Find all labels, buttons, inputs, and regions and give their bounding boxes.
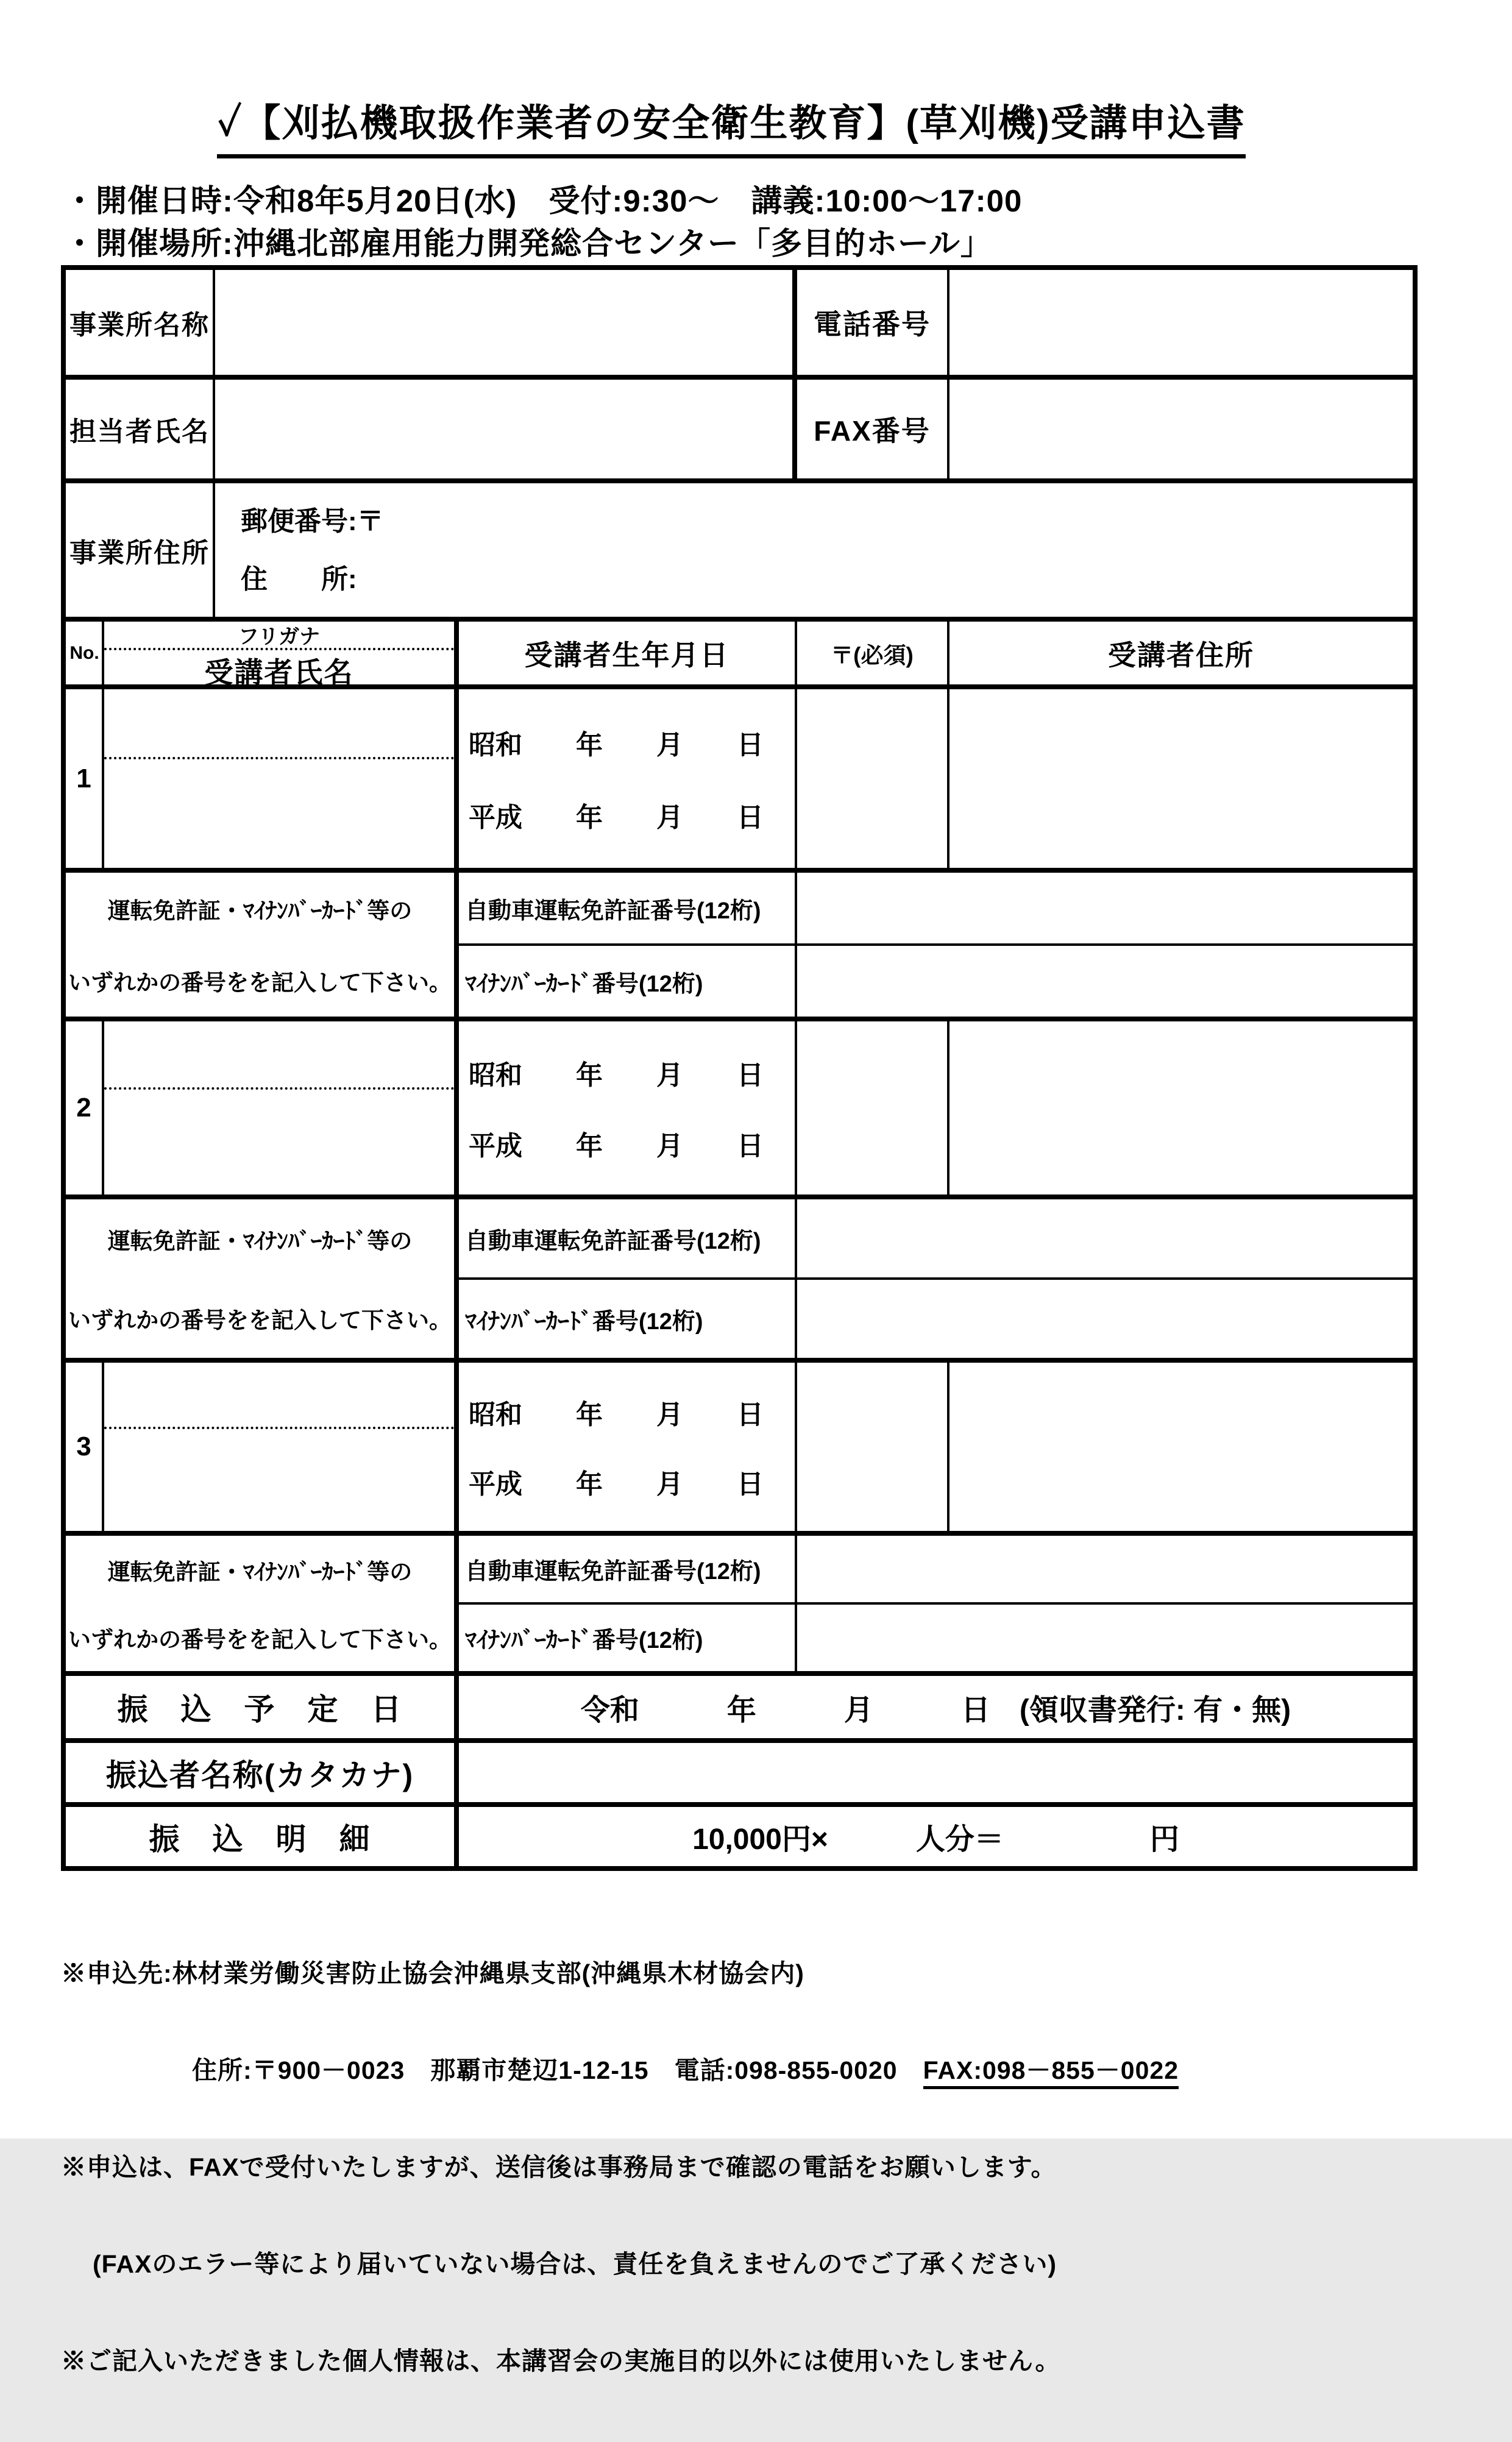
- furigana-header: フリガナ: [104, 622, 454, 650]
- mynumber-input[interactable]: [797, 946, 1413, 1017]
- footnote-address-text: 住所:〒900－0023 那覇市楚辺1-12-15 電話:098-855-0020: [192, 2056, 923, 2084]
- office-address-label: 事業所住所: [66, 483, 215, 617]
- footnote-privacy-notice: ※ご記入いただきました個人情報は、本講習会の実施目的以外には使用いたしません。: [61, 2347, 1061, 2375]
- mynumber-input[interactable]: [797, 1605, 1413, 1671]
- drivers-license-number-input[interactable]: [797, 1199, 1413, 1277]
- fax-label: FAX番号: [797, 380, 949, 478]
- phone-label: 電話番号: [797, 270, 949, 375]
- participant-name-input[interactable]: [104, 1021, 459, 1194]
- name-input-area[interactable]: [104, 1429, 454, 1531]
- postal-column-header: 〒(必須): [797, 622, 949, 684]
- participant-address-input[interactable]: [949, 689, 1413, 868]
- contact-name-label: 担当者氏名: [66, 380, 215, 478]
- mynumber-subrow: [459, 1280, 1413, 1358]
- license-note-line1: 運転免許証・ﾏｲﾅﾝﾊﾞｰｶｰﾄﾞ等の: [107, 898, 413, 923]
- street-address-prefix: 住 所:: [241, 564, 357, 594]
- transfer-detail-input[interactable]: 10,000円× 人分＝ 円: [692, 1823, 1179, 1856]
- participant-postal-input[interactable]: [797, 689, 949, 868]
- drivers-license-number-input[interactable]: [797, 1536, 1413, 1602]
- postal-code-prefix: 郵便番号:〒: [241, 506, 384, 536]
- name-input-area[interactable]: [104, 1090, 454, 1194]
- payer-name-input[interactable]: [459, 1743, 1413, 1802]
- license-note: [66, 873, 459, 1017]
- fax-input[interactable]: [949, 380, 1413, 478]
- footnote-application-to: ※申込先:林材業労働災害防止協会沖縄県支部(沖縄県木材協会内): [61, 1959, 804, 1987]
- license-note: [66, 1536, 459, 1671]
- transfer-detail-label: 振 込 明 細: [66, 1807, 459, 1866]
- mynumber-subrow: [459, 1605, 1413, 1671]
- participant-number: 1: [66, 689, 104, 868]
- license-entry-stack: [459, 873, 1413, 1017]
- participant-address-input[interactable]: [949, 1021, 1413, 1194]
- birth-era-showa: 昭和 年 月 日: [469, 730, 764, 760]
- mynumber-subrow: [459, 946, 1413, 1017]
- license-note: [66, 1199, 459, 1358]
- application-table: [61, 265, 1418, 1871]
- mynumber-input[interactable]: [797, 1280, 1413, 1358]
- birth-era-showa: 昭和 年 月 日: [469, 1400, 764, 1430]
- address-column-header: 受講者住所: [1108, 639, 1254, 671]
- participant-name-input[interactable]: [104, 689, 459, 868]
- transfer-date-label: 振 込 予 定 日: [66, 1676, 459, 1738]
- office-name-label: 事業所名称: [66, 270, 215, 375]
- furigana-input-area[interactable]: [104, 1021, 454, 1090]
- event-datetime-line: ・開催日時:令和8年5月20日(水) 受付:9:30～ 講義:10:00～17:00: [64, 183, 1023, 218]
- participant-number: 3: [66, 1363, 104, 1531]
- license-note-line2: いずれかの番号をを記入して下さい。: [68, 1308, 452, 1333]
- birth-era-heisei: 平成 年 月 日: [469, 1469, 764, 1499]
- furigana-input-area[interactable]: [104, 689, 454, 759]
- office-name-row: [66, 270, 1413, 375]
- transfer-date-row: [66, 1671, 1413, 1738]
- footnote-fax-error-notice: (FAXのエラー等により届いていない場合は、責任を負えませんのでご了承ください): [93, 2250, 1057, 2278]
- mynumber-label: ﾏｲﾅﾝﾊﾞｰｶｰﾄﾞ番号(12桁): [459, 1605, 797, 1671]
- no-column-header: No.: [66, 622, 104, 684]
- drivers-license-subrow: [459, 1536, 1413, 1605]
- participant-postal-input[interactable]: [797, 1021, 949, 1194]
- name-column-header: [104, 622, 459, 689]
- mynumber-label: ﾏｲﾅﾝﾊﾞｰｶｰﾄﾞ番号(12桁): [459, 946, 797, 1017]
- contact-name-input[interactable]: [215, 380, 797, 478]
- phone-input[interactable]: [949, 270, 1413, 375]
- footnotes: [61, 1893, 1179, 2442]
- license-note-line1: 運転免許証・ﾏｲﾅﾝﾊﾞｰｶｰﾄﾞ等の: [107, 1559, 413, 1585]
- license-note-line2: いずれかの番号をを記入して下さい。: [68, 1627, 452, 1652]
- event-location-line: ・開催場所:沖縄北部雇用能力開発総合センター「多目的ホール」: [64, 226, 992, 261]
- roster-header-row: [66, 617, 1413, 689]
- footnote-fax-notice: ※申込は、FAXで受付いたしますが、送信後は事務局まで確認の電話をお願いします。: [61, 2153, 1057, 2181]
- license-row-3: [66, 1531, 1413, 1671]
- participant-number: 2: [66, 1021, 104, 1194]
- footnote-fax-number: FAX:098－855－0022: [923, 2056, 1179, 2089]
- name-input-area[interactable]: [104, 759, 454, 868]
- participant-birthdate-input[interactable]: [459, 1363, 797, 1531]
- drivers-license-label: 自動車運転免許証番号(12桁): [459, 873, 797, 943]
- drivers-license-label: 自動車運転免許証番号(12桁): [459, 1199, 797, 1277]
- form-title-text: ✓【刈払機取扱作業者の安全衛生教育】(草刈機)受講申込書: [217, 93, 1245, 158]
- office-name-input[interactable]: [215, 270, 797, 375]
- license-entry-stack: [459, 1536, 1413, 1671]
- participant-birthdate-input[interactable]: [459, 1021, 797, 1194]
- participant-row-2: [66, 1017, 1413, 1194]
- attendee-name-header: 受講者氏名: [204, 656, 354, 689]
- form-title: [0, 93, 1463, 158]
- footnote-address-line: [61, 2054, 1179, 2087]
- payer-name-row: [66, 1738, 1413, 1802]
- drivers-license-subrow: [459, 1199, 1413, 1280]
- office-address-row: [66, 478, 1413, 617]
- office-address-input[interactable]: [215, 483, 1413, 617]
- participant-row-3: [66, 1358, 1413, 1531]
- participant-address-input[interactable]: [949, 1363, 1413, 1531]
- birth-era-heisei: 平成 年 月 日: [469, 803, 764, 832]
- drivers-license-subrow: [459, 873, 1413, 946]
- participant-postal-input[interactable]: [797, 1363, 949, 1531]
- license-row-1: [66, 868, 1413, 1017]
- mynumber-label: ﾏｲﾅﾝﾊﾞｰｶｰﾄﾞ番号(12桁): [459, 1280, 797, 1358]
- participant-birthdate-input[interactable]: [459, 689, 797, 868]
- birthdate-column-header: 受講者生年月日: [459, 622, 797, 684]
- drivers-license-number-input[interactable]: [797, 873, 1413, 943]
- contact-row: [66, 375, 1413, 478]
- participant-row-1: [66, 684, 1413, 868]
- participant-name-input[interactable]: [104, 1363, 459, 1531]
- payer-name-label: 振込者名称(カタカナ): [66, 1743, 459, 1802]
- license-note-line2: いずれかの番号をを記入して下さい。: [68, 970, 452, 995]
- transfer-date-input[interactable]: 令和 年 月 日 (領収書発行: 有・無): [580, 1694, 1291, 1727]
- birth-era-heisei: 平成 年 月 日: [469, 1131, 764, 1161]
- license-row-2: [66, 1194, 1413, 1358]
- license-entry-stack: [459, 1199, 1413, 1358]
- drivers-license-label: 自動車運転免許証番号(12桁): [459, 1536, 797, 1602]
- license-note-line1: 運転免許証・ﾏｲﾅﾝﾊﾞｰｶｰﾄﾞ等の: [107, 1229, 413, 1254]
- birth-era-showa: 昭和 年 月 日: [469, 1060, 764, 1090]
- transfer-detail-row: [66, 1802, 1413, 1866]
- furigana-input-area[interactable]: [104, 1363, 454, 1429]
